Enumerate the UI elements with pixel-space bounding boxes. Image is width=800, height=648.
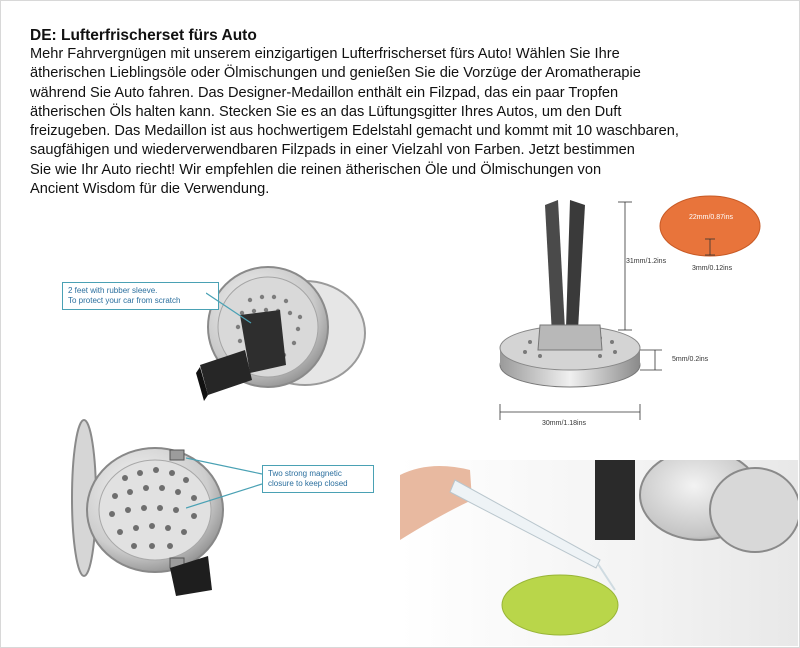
orange-felt-pad	[655, 193, 765, 263]
rubber-callout-line2: To protect your car from scratch	[68, 296, 181, 305]
medallion-clip-photo	[190, 255, 370, 415]
magnetic-closure-callout	[262, 465, 374, 493]
pipette-pad-photo	[400, 460, 798, 646]
pad-diameter-label: 22mm/0.87ins	[689, 214, 733, 221]
dimension-diagram	[490, 190, 670, 430]
magnet-callout-line1: Two strong magnetic	[268, 469, 342, 478]
rubber-callout-connector	[206, 288, 256, 328]
magnet-callout-connector	[186, 456, 266, 516]
description-line: saugfähigen und wiederverwendbaren Filzpads in einer Vielzahl von Farben. Jetzt bestimmen	[30, 142, 635, 159]
description-line: Ancient Wisdom für die Verwendung.	[30, 181, 270, 198]
pad-thickness-label: 3mm/0.12ins	[692, 265, 733, 272]
rubber-callout-line1: 2 feet with rubber sleeve.	[68, 286, 158, 295]
description-line: ätherischen Öls halten kann. Stecken Sie es an das Lüftungsgitter Ihres Autos, um den Duft	[30, 103, 622, 120]
width-label: 30mm/1.18ins	[542, 420, 586, 427]
base-height-label: 5mm/0.2ins	[672, 356, 709, 363]
description-block	[30, 26, 770, 199]
description-line: freizugeben. Das Medaillon ist aus hochwertigem Edelstahl gemacht und kommt mit 10 waschbaren,	[30, 123, 679, 140]
description-line: Mehr Fahrvergnügen mit unserem einzigartigen Lufterfrischerset fürs Auto! Wählen Sie Ihre	[30, 46, 620, 62]
product-description	[30, 45, 770, 199]
magnet-callout-line2: closure to keep closed	[268, 479, 348, 488]
height-label: 31mm/1.2ins	[626, 258, 667, 265]
product-title: DE: Lufterfrischerset fürs Auto	[30, 27, 257, 44]
rubber-sleeve-callout	[62, 282, 219, 310]
description-line: ätherischen Lieblingsöle oder Ölmischungen und genießen Sie die Vorzüge der Aromatherapie	[30, 65, 641, 82]
description-line: während Sie Auto fahren. Das Designer-Medaillon enthält ein Filzpad, das ein paar Tropfen	[30, 84, 619, 101]
description-line: Sie wie Ihr Auto riecht! Wir empfehlen die reinen ätherischen Öle und Ölmischungen von	[30, 161, 602, 178]
